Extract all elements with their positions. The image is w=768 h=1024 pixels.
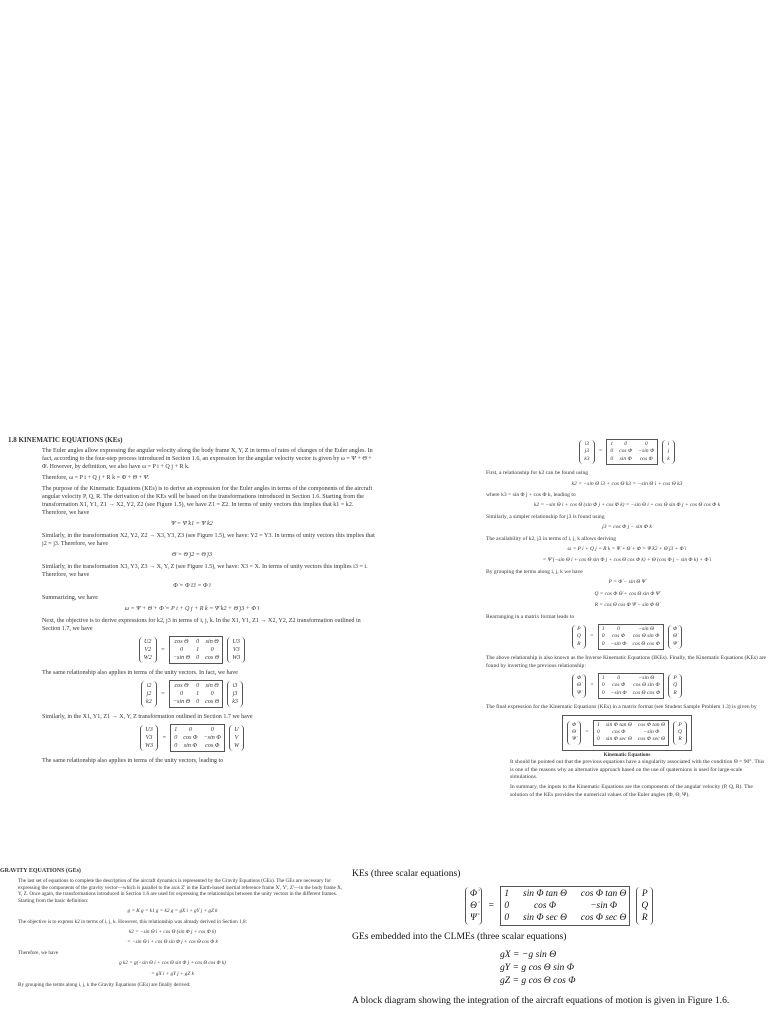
paragraph-intro: The last set of equations to complete the description of the aircraft dynamics is represented by the Gravity Equations (GEs). The GEs are necessary for expressing the components of the gravity vector—which is parallel to the axis Z' in the Earth-based inertial reference frame X', Y', Z'—in the body frame X, Y, Z. Once again, the transformations introduced in Section 1.6 are used for expressing the relationships between the unity vectors in the different frames. Starting from the basic definition:	[18, 877, 343, 905]
paragraph-objective: The objective is to express k2 in terms of i, j, k. However, this relationship was already derived in Section 1.8:	[18, 918, 247, 925]
matrix-rhs: U3 V3 W3	[227, 637, 245, 663]
equation-g: g = K g = k1 g = k2 g = gX i + gY j + gZ k	[127, 907, 218, 914]
matrix-equation-1: U2 V2 W2 = cos Θ 0 sin Θ 0 1 0 −sin Θ 0 cos Θ U3 V3 W3	[8, 636, 376, 664]
paragraph-singularity: It should be pointed out that the previous equations have a singularity associated with the condition Θ = 90°. This is one of the reasons why an alternative approach based on the use of quaternions is used for large-scale simulations.	[510, 759, 765, 780]
paragraph-similarly-3: Similarly, in the X1, Y1, Z1 → X, Y, Z transformation outlined in Section 1.7 we have	[42, 714, 253, 720]
paragraph-summarizing: Summarizing, we have	[42, 595, 99, 601]
matrix-equation-3: U3 V3 W3 = 1 0 0 0 cos Φ −sin Φ 0 sin Φ cos Φ U V W	[8, 724, 376, 752]
equation-R: R = cos Θ cos Φ Ψ̇ − sin Φ Θ̇	[594, 602, 660, 609]
equation-Q: Q = cos Φ Θ̇ + cos Θ sin Φ Ψ̇	[594, 590, 660, 597]
matrix-equation-inverse: Φ̇ Θ̇ Ψ̇ = 1 0 −sin Θ 0 cos Φ cos Θ sin Φ 0 −sin Φ cos Θ cos Φ P Q R	[486, 673, 768, 699]
equation-j3: j3 = cos Φ j − sin Φ k	[602, 524, 652, 531]
ges-label: GEs embedded into the CLMEs (three scalar equations)	[352, 931, 567, 942]
matrix-lhs: U3 V3 W3	[140, 725, 158, 751]
equation-theta: Θ̇ = Θ̇ j2 = Θ̇ j3	[171, 552, 213, 558]
equation-sum: ω = Ψ̇ + Θ̇ + Φ̇ = P i + Q j + R k = Ψ̇ k2 + Θ̇ j3 + Φ̇ i	[124, 606, 260, 612]
paragraph-purpose: The purpose of the Kinematic Equations (KEs) is to derive an expression for the Euler angles in terms of the components of the aircraft angular velocity P, Q, R. The derivation of the KEs will be based on the transformations introduced in Section 1.6. Starting from the transformation X1, Y1, Z1 → X2, Y2, Z2 (see Figure 1.5), we have Z1 = Z2. In terms of unity vectors this implies that k1 = k2. Therefore, we have	[42, 486, 373, 516]
paragraph-therefore: Therefore, we have	[18, 950, 59, 957]
matrix-body: 1 sin Φ tan Θ cos Φ tan Θ 0 cos Φ −sin Φ 0 sin Φ sec Θ cos Φ sec Θ	[593, 720, 669, 746]
matrix-body: 1 0 −sin Θ 0 cos Φ cos Θ sin Φ 0 −sin Φ cos Θ cos Φ	[598, 624, 664, 650]
paragraph-first: First, a relationship for k2 can be found using	[486, 470, 589, 477]
paragraph-objective: Next, the objective is to derive expressions for k2, j3 in terms of i, j, k. In the X1, Y1, Z1 → X2, Y2, Z2 transformation outlined in Section 1.7, we have	[42, 618, 361, 632]
paragraph-above: The above relationship is also known as the Inverse Kinematic Equations (IKEs). Finally, the Kinematic Equations (KEs) are found by inverting the previous relationship:	[486, 655, 767, 669]
equation-omega-2: = Ψ̇ (−sin Θ i + cos Θ sin Φ j + cos Θ cos Φ k) + Θ̇ (cos Φ j − sin Φ k) + Φ̇ i	[542, 557, 712, 564]
matrix-lhs: i3 j3 k3	[579, 440, 594, 464]
gravity-equation-x: gX = −g sin Θ	[500, 949, 557, 960]
gravity-equation-z: gZ = g cos Θ cos Φ	[500, 975, 576, 986]
paragraph-similarly-1: Similarly, in the transformation X2, Y2, Z2 → X3, Y3, Z3 (see Figure 1.5), we have: Y2 = Y3. In terms of unity vectors this implies that j2 = j3. Therefore, we have	[42, 533, 375, 547]
kes-label: KEs (three scalar equations)	[352, 868, 461, 879]
equation-caption: Kinematic Equations	[603, 751, 651, 758]
matrix-body: 1 0 0 0 cos Φ −sin Φ 0 sin Φ cos Φ	[170, 724, 225, 752]
paragraph-summary: In summary, the inputs to the Kinematic Equations are the components of the angular velocity (P, Q, R). The solution of the KEs provides the numerical values of the Euler angles (Φ, Θ, Ψ).	[510, 784, 753, 798]
equation-k2: k2 = −sin Θ i3 + cos Θ k3 = −sin Θ i + cos Θ k3	[571, 480, 683, 487]
matrix-equation-top: i3 j3 k3 = 1 0 0 0 cos Φ −sin Φ 0 sin Φ cos Φ i j k	[486, 439, 768, 465]
paragraph-intro: The Euler angles allow expressing the angular velocity along the body frame X, Y, Z in terms of rates of changes of the Euler angles. In fact, according to the four-step process introduced in Section 1.6, an expression for the angular velocity vector is given by ω = Ψ̇ + Θ̇ + Φ̇. However, by definition, we also have ω = P i + Q j + R k.	[42, 448, 373, 470]
paragraph-simpler: Similarly, a simpler relationship for j3 is found using	[486, 513, 605, 520]
paragraph-grouping: By grouping the terms along i, j, k we have	[486, 568, 583, 575]
matrix-body: cos Θ 0 sin Θ 0 1 0 −sin Θ 0 cos Θ	[169, 680, 223, 708]
matrix-rhs: P Q R	[673, 721, 687, 745]
equation-k2-a: k2 = −sin Θ i + cos Θ (sin Φ j + cos Φ k)	[128, 928, 217, 935]
matrix-kes: Φ̇ Θ̇ Ψ̇ = 1 sin Φ tan Θ cos Φ tan Θ 0 cos Φ −sin Φ 0 sin Φ sec Θ cos Φ sec Θ P Q R	[350, 886, 768, 926]
gravity-equation-y: gY = g cos Θ sin Φ	[500, 962, 575, 973]
matrix-rhs: Φ̇ Θ̇ Ψ̇	[668, 625, 682, 649]
matrix-rhs: P Q R	[668, 674, 682, 698]
paragraph-rearranging: Rearranging in a matrix format leads to	[486, 613, 575, 620]
matrix-rhs: U V W	[229, 725, 244, 751]
paragraph-where: where k3 = sin Φ j + cos Φ k, leading to	[486, 492, 576, 499]
section-title: 1.8 KINEMATIC EQUATIONS (KEs)	[8, 436, 123, 444]
paragraph-same-relationship-2: The same relationship also applies in terms of the unity vectors, leading to	[42, 758, 224, 764]
paragraph-availability: The availability of k2, j3 in terms of i, j, k allows deriving	[486, 535, 617, 542]
equation-psi: Ψ̇ = Ψ̇ k1 = Ψ̇ k2	[171, 521, 213, 527]
equation-k2-b: = −sin Θ i + cos Θ sin Φ j + cos Θ cos Φ k	[127, 939, 218, 946]
gravity-equations	[500, 949, 768, 987]
matrix-lhs: Φ̇ Θ̇ Ψ̇	[465, 887, 482, 925]
matrix-body: cos Θ 0 sin Θ 0 1 0 −sin Θ 0 cos Θ	[169, 636, 223, 664]
matrix-rhs: P Q R	[636, 887, 653, 925]
page-gravity-equations	[0, 868, 345, 1024]
equation-k2-expanded: k2 = −sin Θ i + cos Θ (sin Φ j + cos Φ k) = −sin Θ i + cos Θ sin Φ j + cos Θ cos Φ k	[534, 502, 720, 509]
blank-page-area	[0, 0, 768, 432]
matrix-equation-final: Φ̇ Θ̇ Ψ̇ = 1 sin Φ tan Θ cos Φ tan Θ 0 cos Φ −sin Φ 0 sin Φ sec Θ cos Φ sec Θ P Q R	[567, 720, 687, 746]
paragraph-same-relationship: The same relationship also applies in terms of the unity vectors. In fact, we have	[42, 670, 238, 676]
matrix-lhs: U2 V2 W2	[139, 637, 157, 663]
equation-gk2: g k2 = g(−sin Θ i + cos Θ sin Φ j + cos Θ cos Φ k)	[119, 959, 226, 966]
matrix-lhs: Φ̇ Θ̇ Ψ̇	[567, 721, 581, 745]
block-diagram-note: A block diagram showing the integration of the aircraft equations of motion is given in Figure 1.6.	[352, 995, 730, 1006]
matrix-body: 1 sin Φ tan Θ cos Φ tan Θ 0 cos Φ −sin Φ 0 sin Φ sec Θ cos Φ sec Θ	[500, 886, 630, 926]
page-summary-equations	[350, 868, 768, 1024]
equation-P: P = Φ̇ − sin Θ Ψ̇	[608, 579, 646, 586]
equation-omega-1: ω = P i + Q j + R k = Ψ̇ + Θ̇ + Φ̇ = Ψ̇ k2 + Θ̇ j3 + Φ̇ i	[567, 546, 687, 553]
matrix-lhs: Φ̇ Θ̇ Ψ̇	[572, 674, 586, 698]
boxed-kinematic-equations	[562, 715, 692, 751]
matrix-equation-rearranged: P Q R = 1 0 −sin Θ 0 cos Φ cos Θ sin Φ 0 −sin Φ cos Θ cos Φ Φ̇ Θ̇ Ψ̇	[486, 624, 768, 650]
matrix-body: 1 0 0 0 cos Φ −sin Φ 0 sin Φ cos Φ	[606, 439, 658, 465]
matrix-lhs: P Q R	[572, 625, 586, 649]
boxed-equation-wrapper	[486, 715, 768, 760]
matrix-body: 1 0 −sin Θ 0 cos Φ cos Θ sin Φ 0 −sin Φ cos Θ cos Φ	[598, 673, 664, 699]
page-kinematic-equations-right	[486, 436, 768, 864]
paragraph-grouping: By grouping the terms along i, j, k the Gravity Equations (GEs) are finally derived:	[18, 981, 191, 988]
matrix-equation-2: i2 j2 k2 = cos Θ 0 sin Θ 0 1 0 −sin Θ 0 cos Θ i3 j3 k3	[8, 680, 376, 708]
equation-gk2-b: = gX i + gY j + gZ k	[151, 970, 194, 977]
paragraph-final: The final expression for the Kinematic Equations (KEs) in a matrix format (see Student Sample Problem 1.3) is given by	[486, 704, 757, 711]
matrix-rhs: i j k	[662, 440, 674, 464]
matrix-rhs: i3 j3 k3	[227, 681, 243, 707]
page-kinematic-equations-left	[8, 436, 376, 864]
matrix-lhs: i2 j2 k2	[141, 681, 157, 707]
section-title: GRAVITY EQUATIONS (GEs)	[0, 868, 81, 874]
equation-therefore: Therefore, ω = P i + Q j + R k = Φ̇ + Θ̇ + Ψ̇.	[42, 475, 150, 481]
equation-phi: Φ̇ = Φ̇ i3 = Φ̇ i	[173, 583, 211, 589]
paragraph-similarly-2: Similarly, in the transformation X3, Y3, Z3 → X, Y, Z (see Figure 1.5), we have: X3 = X. In terms of unity vectors this implies i3 = i. Therefore, we have	[42, 564, 368, 578]
